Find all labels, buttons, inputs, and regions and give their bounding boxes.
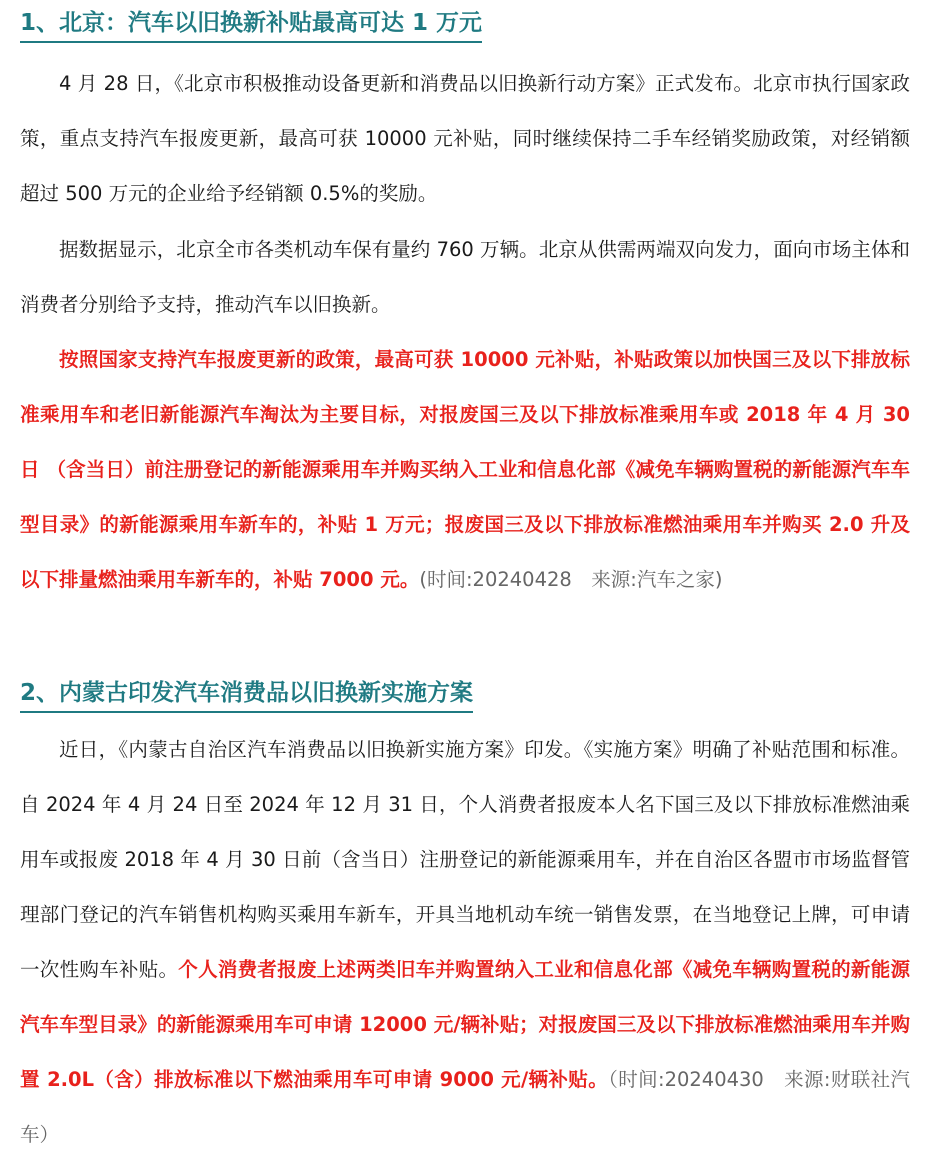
section1-paragraph-2: 据数据显示，北京全市各类机动车保有量约 760 万辆。北京从供需两端双向发力，面向市场主体和消费者分别给予支持，推动汽车以旧换新。: [20, 238, 910, 316]
section2-source-note: （时间:20240430 来源:财联社汽车）: [20, 1068, 910, 1146]
section1-source-note: (时间:20240428 来源:汽车之家): [419, 568, 723, 591]
section2-paragraph-1: [20, 722, 910, 1162]
section1-paragraph-3: [20, 332, 910, 607]
section2-highlight-text: 个人消费者报废上述两类旧车并购置纳入工业和信息化部《减免车辆购置税的新能源汽车车型目录》的新能源乘用车可申请 12000 元/辆补贴；对报废国三及以下排放标准燃油乘用车并购置 2.0L（含）排放标准以下燃油乘用车可申请 9000 元/辆补贴。: [20, 958, 910, 1091]
section2-heading: 2、内蒙古印发汽车消费品以旧换新实施方案: [20, 678, 473, 713]
section1-heading: 1、北京：汽车以旧换新补贴最高可达 1 万元: [20, 8, 482, 43]
section1-paragraph-1: 4 月 28 日，《北京市积极推动设备更新和消费品以旧换新行动方案》正式发布。北京市执行国家政策，重点支持汽车报废更新，最高可获 10000 元补贴，同时继续保持二手车经销奖励政策，对经销额超过 500 万元的企业给予经销额 0.5%的奖励。: [20, 72, 910, 205]
section1-highlight-text: 按照国家支持汽车报废更新的政策，最高可获 10000 元补贴，补贴政策以加快国三及以下排放标准乘用车和老旧新能源汽车淘汰为主要目标，对报废国三及以下排放标准乘用车或 2018 年 4 月 30 日 （含当日）前注册登记的新能源乘用车并购买纳入工业和信息化部《减免车辆购置税的新能源汽车车型目录》的新能源乘用车新车的，补贴 1 万元；报废国三及以下排放标准燃油乘用车并购买 2.0 升及以下排量燃油乘用车新车的，补贴 7000 元。: [20, 348, 910, 591]
section2-body-text: 近日，《内蒙古自治区汽车消费品以旧换新实施方案》印发。《实施方案》明确了补贴范围和标准。自 2024 年 4 月 24 日至 2024 年 12 月 31 日，个人消费者报废本人名下国三及以下排放标准燃油乘用车或报废 2018 年 4 月 30 日前（含当日）注册登记的新能源乘用车，并在自治区各盟市市场监督管理部门登记的汽车销售机构购买乘用车新车，开具当地机动车统一销售发票，在当地登记上牌，可申请一次性购车补贴。: [20, 738, 910, 981]
